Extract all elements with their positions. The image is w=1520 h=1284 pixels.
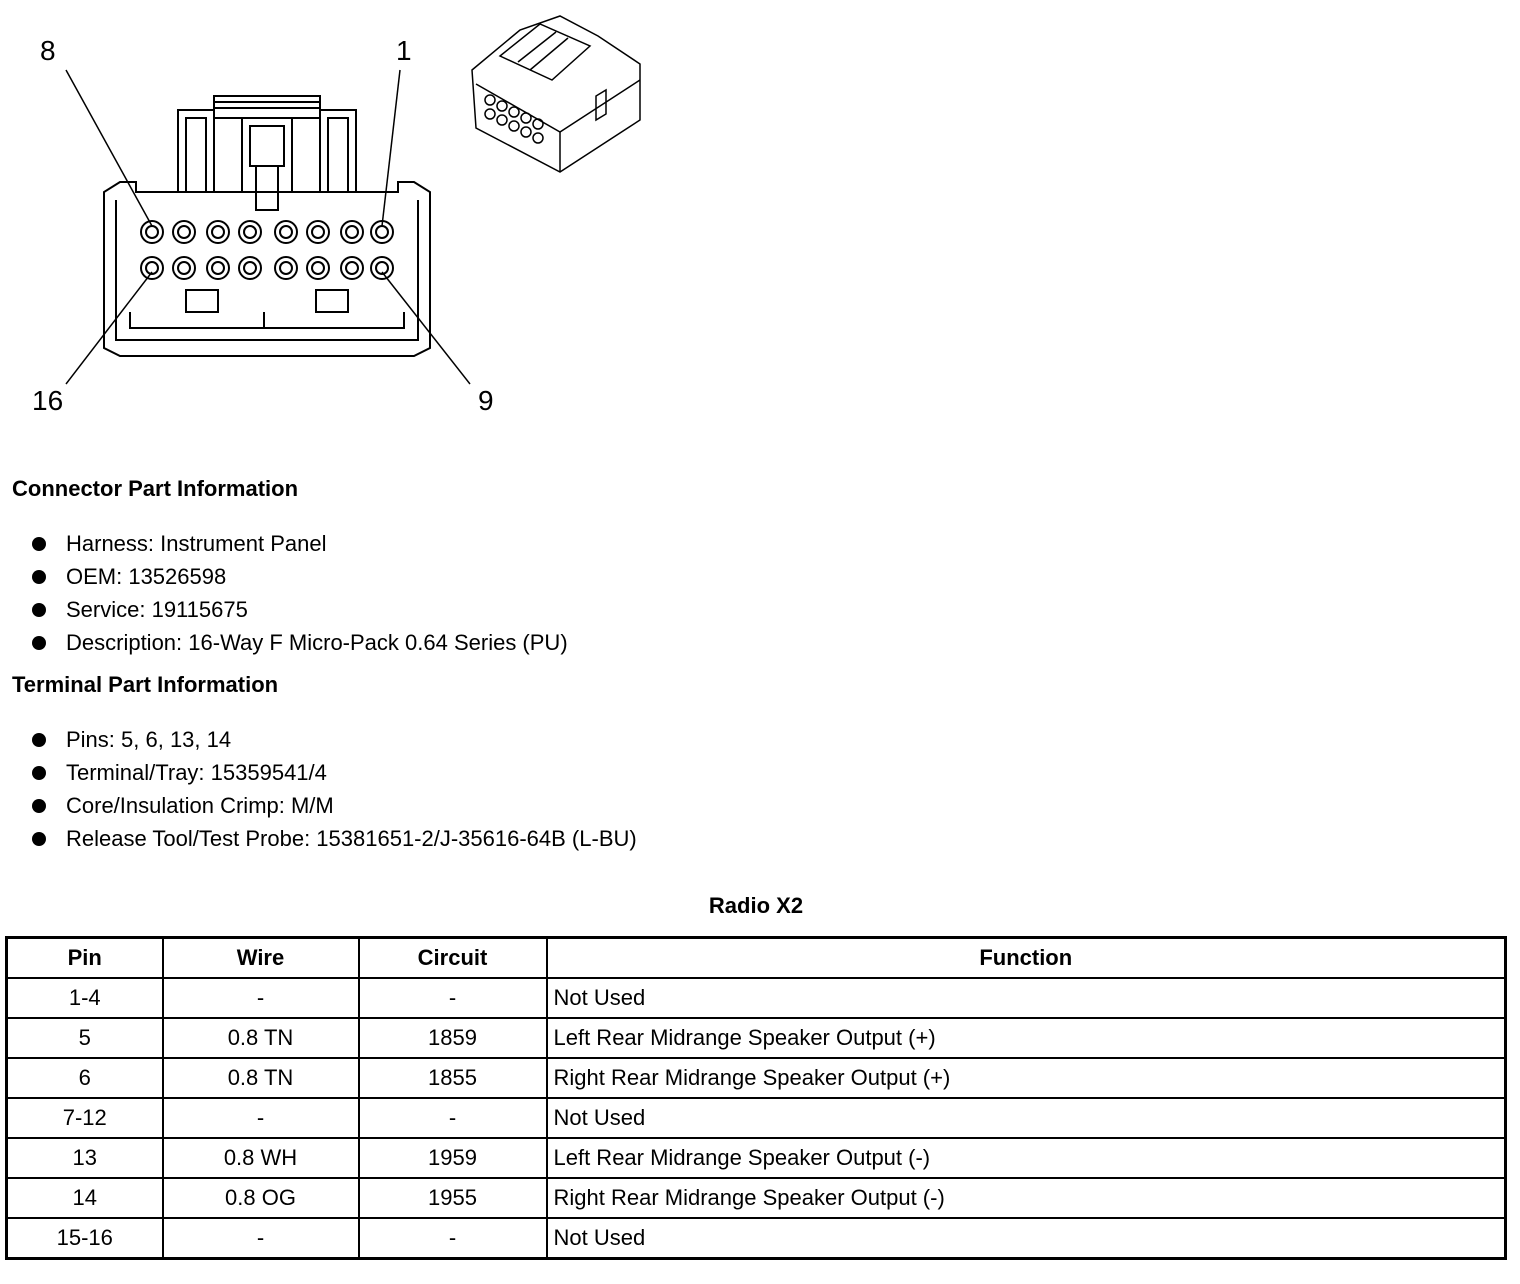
table-row [7, 1018, 1506, 1058]
cell-wire: 0.8 OG [163, 1178, 359, 1218]
connector-info-list [28, 527, 568, 659]
cell-function: Not Used [547, 1098, 1506, 1138]
info-item [28, 527, 568, 560]
bullet-icon [32, 832, 46, 846]
info-item [28, 560, 568, 593]
info-item [28, 723, 637, 756]
cell-circuit: - [359, 978, 547, 1018]
terminal-cavity-inner [346, 226, 358, 238]
terminal-cavity-inner [244, 226, 256, 238]
cell-function: Not Used [547, 978, 1506, 1018]
terminal-cavity-inner [312, 262, 324, 274]
cell-circuit: - [359, 1218, 547, 1259]
terminal-info-list [28, 723, 637, 855]
info-item-text: OEM: 13526598 [66, 564, 227, 589]
cell-wire: - [163, 978, 359, 1018]
info-item-text: Service: 19115675 [66, 597, 248, 622]
connector-isometric-view [472, 16, 640, 172]
cell-function: Not Used [547, 1218, 1506, 1259]
table-row [7, 978, 1506, 1018]
info-item [28, 756, 637, 789]
cell-pin: 14 [7, 1178, 163, 1218]
info-item-text: Terminal/Tray: 15359541/4 [66, 760, 327, 785]
cell-wire: - [163, 1098, 359, 1138]
table-row [7, 1098, 1506, 1138]
cell-function: Right Rear Midrange Speaker Output (-) [547, 1178, 1506, 1218]
info-item-text: Release Tool/Test Probe: 15381651-2/J-35616-64B (L-BU) [66, 826, 637, 851]
cell-circuit: 1959 [359, 1138, 547, 1178]
terminal-cavity-inner [244, 262, 256, 274]
cell-circuit: 1859 [359, 1018, 547, 1058]
cell-function: Right Rear Midrange Speaker Output (+) [547, 1058, 1506, 1098]
table-row [7, 1218, 1506, 1259]
table-row [7, 1178, 1506, 1218]
table-title: Radio X2 [708, 893, 804, 918]
cell-circuit: 1955 [359, 1178, 547, 1218]
terminal-cavity-inner [212, 226, 224, 238]
cell-circuit: - [359, 1098, 547, 1138]
terminal-cavity-inner [346, 262, 358, 274]
cell-pin: 1-4 [7, 978, 163, 1018]
cell-pin: 5 [7, 1018, 163, 1058]
connector-info-heading: Connector Part Information [12, 476, 299, 501]
terminal-cavity-inner [376, 226, 388, 238]
connector-diagram [0, 0, 700, 440]
pin-label-16: 16 [32, 385, 64, 416]
header-pin: Pin [7, 938, 163, 979]
info-item [28, 789, 637, 822]
pin-label-8: 8 [40, 35, 56, 66]
info-item-text: Harness: Instrument Panel [66, 531, 327, 556]
pin-label-9: 9 [478, 385, 494, 416]
terminal-cavity-inner [178, 226, 190, 238]
header-function: Function [547, 938, 1506, 979]
terminal-info-heading: Terminal Part Information [12, 672, 279, 697]
table-row [7, 1138, 1506, 1178]
bullet-icon [32, 766, 46, 780]
bullet-icon [32, 570, 46, 584]
info-item-text: Pins: 5, 6, 13, 14 [66, 727, 232, 752]
terminal-cavity-inner [146, 226, 158, 238]
info-item-text: Description: 16-Way F Micro-Pack 0.64 Series (PU) [66, 630, 568, 655]
cell-wire: 0.8 WH [163, 1138, 359, 1178]
header-wire: Wire [163, 938, 359, 979]
cell-wire: 0.8 TN [163, 1018, 359, 1058]
cell-wire: 0.8 TN [163, 1058, 359, 1098]
cell-circuit: 1855 [359, 1058, 547, 1098]
cell-wire: - [163, 1218, 359, 1259]
cell-pin: 7-12 [7, 1098, 163, 1138]
bullet-icon [32, 799, 46, 813]
table-row [7, 1058, 1506, 1098]
info-item-text: Core/Insulation Crimp: M/M [66, 793, 334, 818]
bullet-icon [32, 537, 46, 551]
terminal-cavity-inner [312, 226, 324, 238]
cell-function: Left Rear Midrange Speaker Output (+) [547, 1018, 1506, 1058]
terminal-cavity-inner [280, 226, 292, 238]
bullet-icon [32, 636, 46, 650]
cell-pin: 15-16 [7, 1218, 163, 1259]
info-item [28, 626, 568, 659]
header-circuit: Circuit [359, 938, 547, 979]
info-item [28, 593, 568, 626]
terminal-cavity-inner [178, 262, 190, 274]
cell-function: Left Rear Midrange Speaker Output (-) [547, 1138, 1506, 1178]
cell-pin: 6 [7, 1058, 163, 1098]
table-header-row [7, 938, 1506, 979]
cell-pin: 13 [7, 1138, 163, 1178]
info-item [28, 822, 637, 855]
terminal-cavity-inner [280, 262, 292, 274]
terminal-cavity-inner [212, 262, 224, 274]
pinout-table [5, 936, 1507, 1260]
pin-label-1: 1 [396, 35, 412, 66]
bullet-icon [32, 603, 46, 617]
bullet-icon [32, 733, 46, 747]
